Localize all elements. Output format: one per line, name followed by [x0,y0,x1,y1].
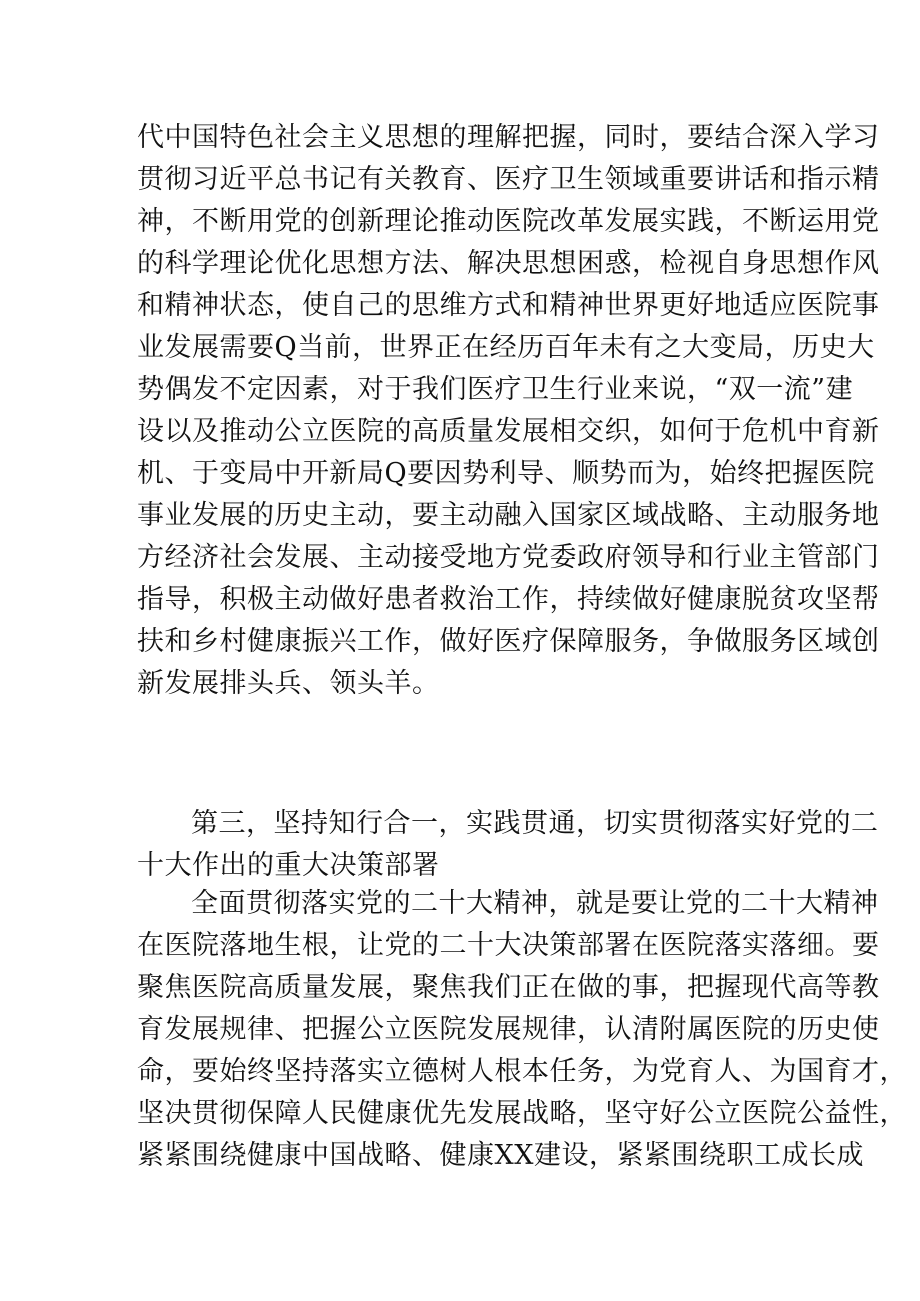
text-line: 的科学理论优化思想方法、解决思想困惑，检视自身思想作风 [137,248,880,279]
text-line: 和精神状态，使自己的思维方式和精神世界更好地适应医院事 [137,290,880,321]
text-line: 神，不断用党的创新理论推动医院改革发展实践，不断运用党 [137,206,880,237]
text-line: 扶和乡村健康振兴工作，做好医疗保障服务，争做服务区域创 [137,626,880,657]
section-heading-paragraph [137,803,879,887]
text-line: 贯彻习近平总书记有关教育、医疗卫生领域重要讲话和指示精 [137,164,880,195]
text-line: 聚焦医院高质量发展，聚焦我们正在做的事，把握现代高等教 [137,972,880,1003]
text-line: 指导，积极主动做好患者救治工作，持续做好健康脱贫攻坚帮 [137,584,880,615]
text-line: 全面贯彻落实党的二十大精神，就是要让党的二十大精神 [191,888,879,919]
text-line: 机、于变局中开新局Q要因势利导、顺势而为，始终把握医院 [137,458,875,489]
text-line: 业发展需要Q当前，世界正在经历百年未有之大变局，历史大 [137,332,875,363]
text-line: 新发展排头兵、领头羊。 [137,668,440,699]
text-line: 育发展规律、把握公立医院发展规律，认清附属医院的历史使 [137,1014,880,1045]
text-line: 第三，坚持知行合一，实践贯通，切实贯彻落实好党的二 [191,808,879,839]
text-line: 势偶发不定因素，对于我们医疗卫生行业来说，“双一流”建 [137,374,854,405]
text-line: 命，要始终坚持落实立德树人根本任务，为党育人、为国育才， [137,1056,907,1087]
text-line: 在医院落地生根，让党的二十大决策部署在医院落实落细。要 [137,930,880,961]
text-line: 紧紧围绕健康中国战略、健康XX建设，紧紧围绕职工成长成 [137,1140,864,1171]
text-line: 事业发展的历史主动，要主动融入国家区域战略、主动服务地 [137,500,880,531]
text-line: 方经济社会发展、主动接受地方党委政府领导和行业主管部门 [137,542,880,573]
paragraph-body-1 [137,117,880,705]
text-line: 代中国特色社会主义思想的理解把握，同时，要结合深入学习 [137,122,880,153]
text-line: 设以及推动公立医院的高质量发展相交织，如何于危机中育新 [137,416,880,447]
text-line: 十大作出的重大决策部署 [137,850,440,881]
text-line: 坚决贯彻保障人民健康优先发展战略，坚守好公立医院公益性， [137,1098,907,1129]
paragraph-body-3 [137,883,907,1177]
